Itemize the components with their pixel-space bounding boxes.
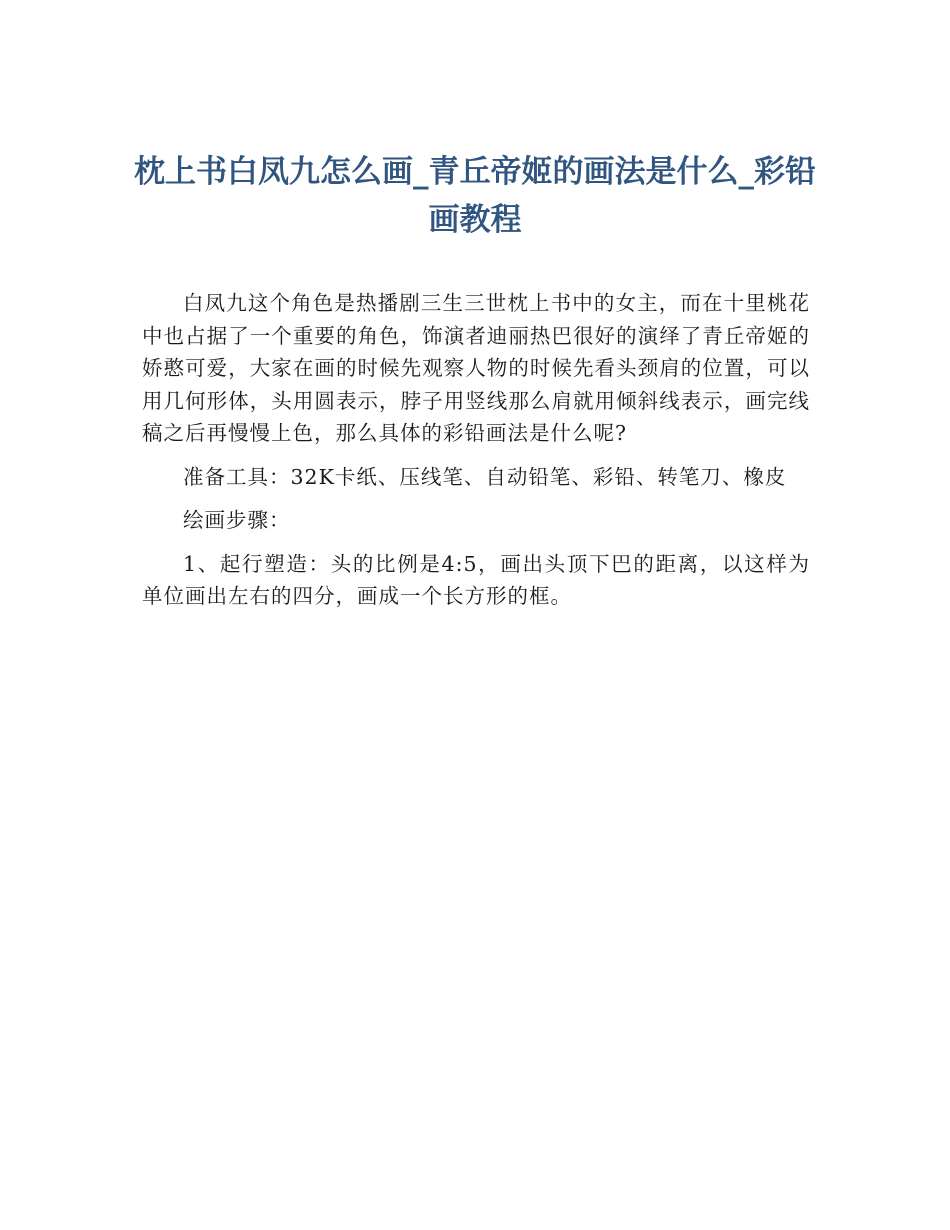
- paragraph-intro: 白凤九这个角色是热播剧三生三世枕上书中的女主，而在十里桃花中也占据了一个重要的角色，饰演者迪丽热巴很好的演绎了青丘帝姬的娇憨可爱，大家在画的时候先观察人物的时候先看头颈肩的位置，可以用几何形体，头用圆表示，脖子用竖线那么肩就用倾斜线表示，画完线稿之后再慢慢上色，那么具体的彩铅画法是什么呢?: [142, 291, 810, 445]
- document-title: 枕上书白凤九怎么画_青丘帝姬的画法是什么_彩铅画教程: [134, 154, 816, 238]
- paragraph-tools: 准备工具：32K卡纸、压线笔、自动铅笔、彩铅、转笔刀、橡皮: [183, 464, 787, 489]
- paragraph-step-1: 1、起行塑造：头的比例是4:5，画出头顶下巴的距离，以这样为单位画出左右的四分，画成一个长方形的框。: [142, 551, 810, 608]
- paragraph-steps-heading: 绘画步骤：: [183, 508, 291, 532]
- document-body: [142, 287, 810, 624]
